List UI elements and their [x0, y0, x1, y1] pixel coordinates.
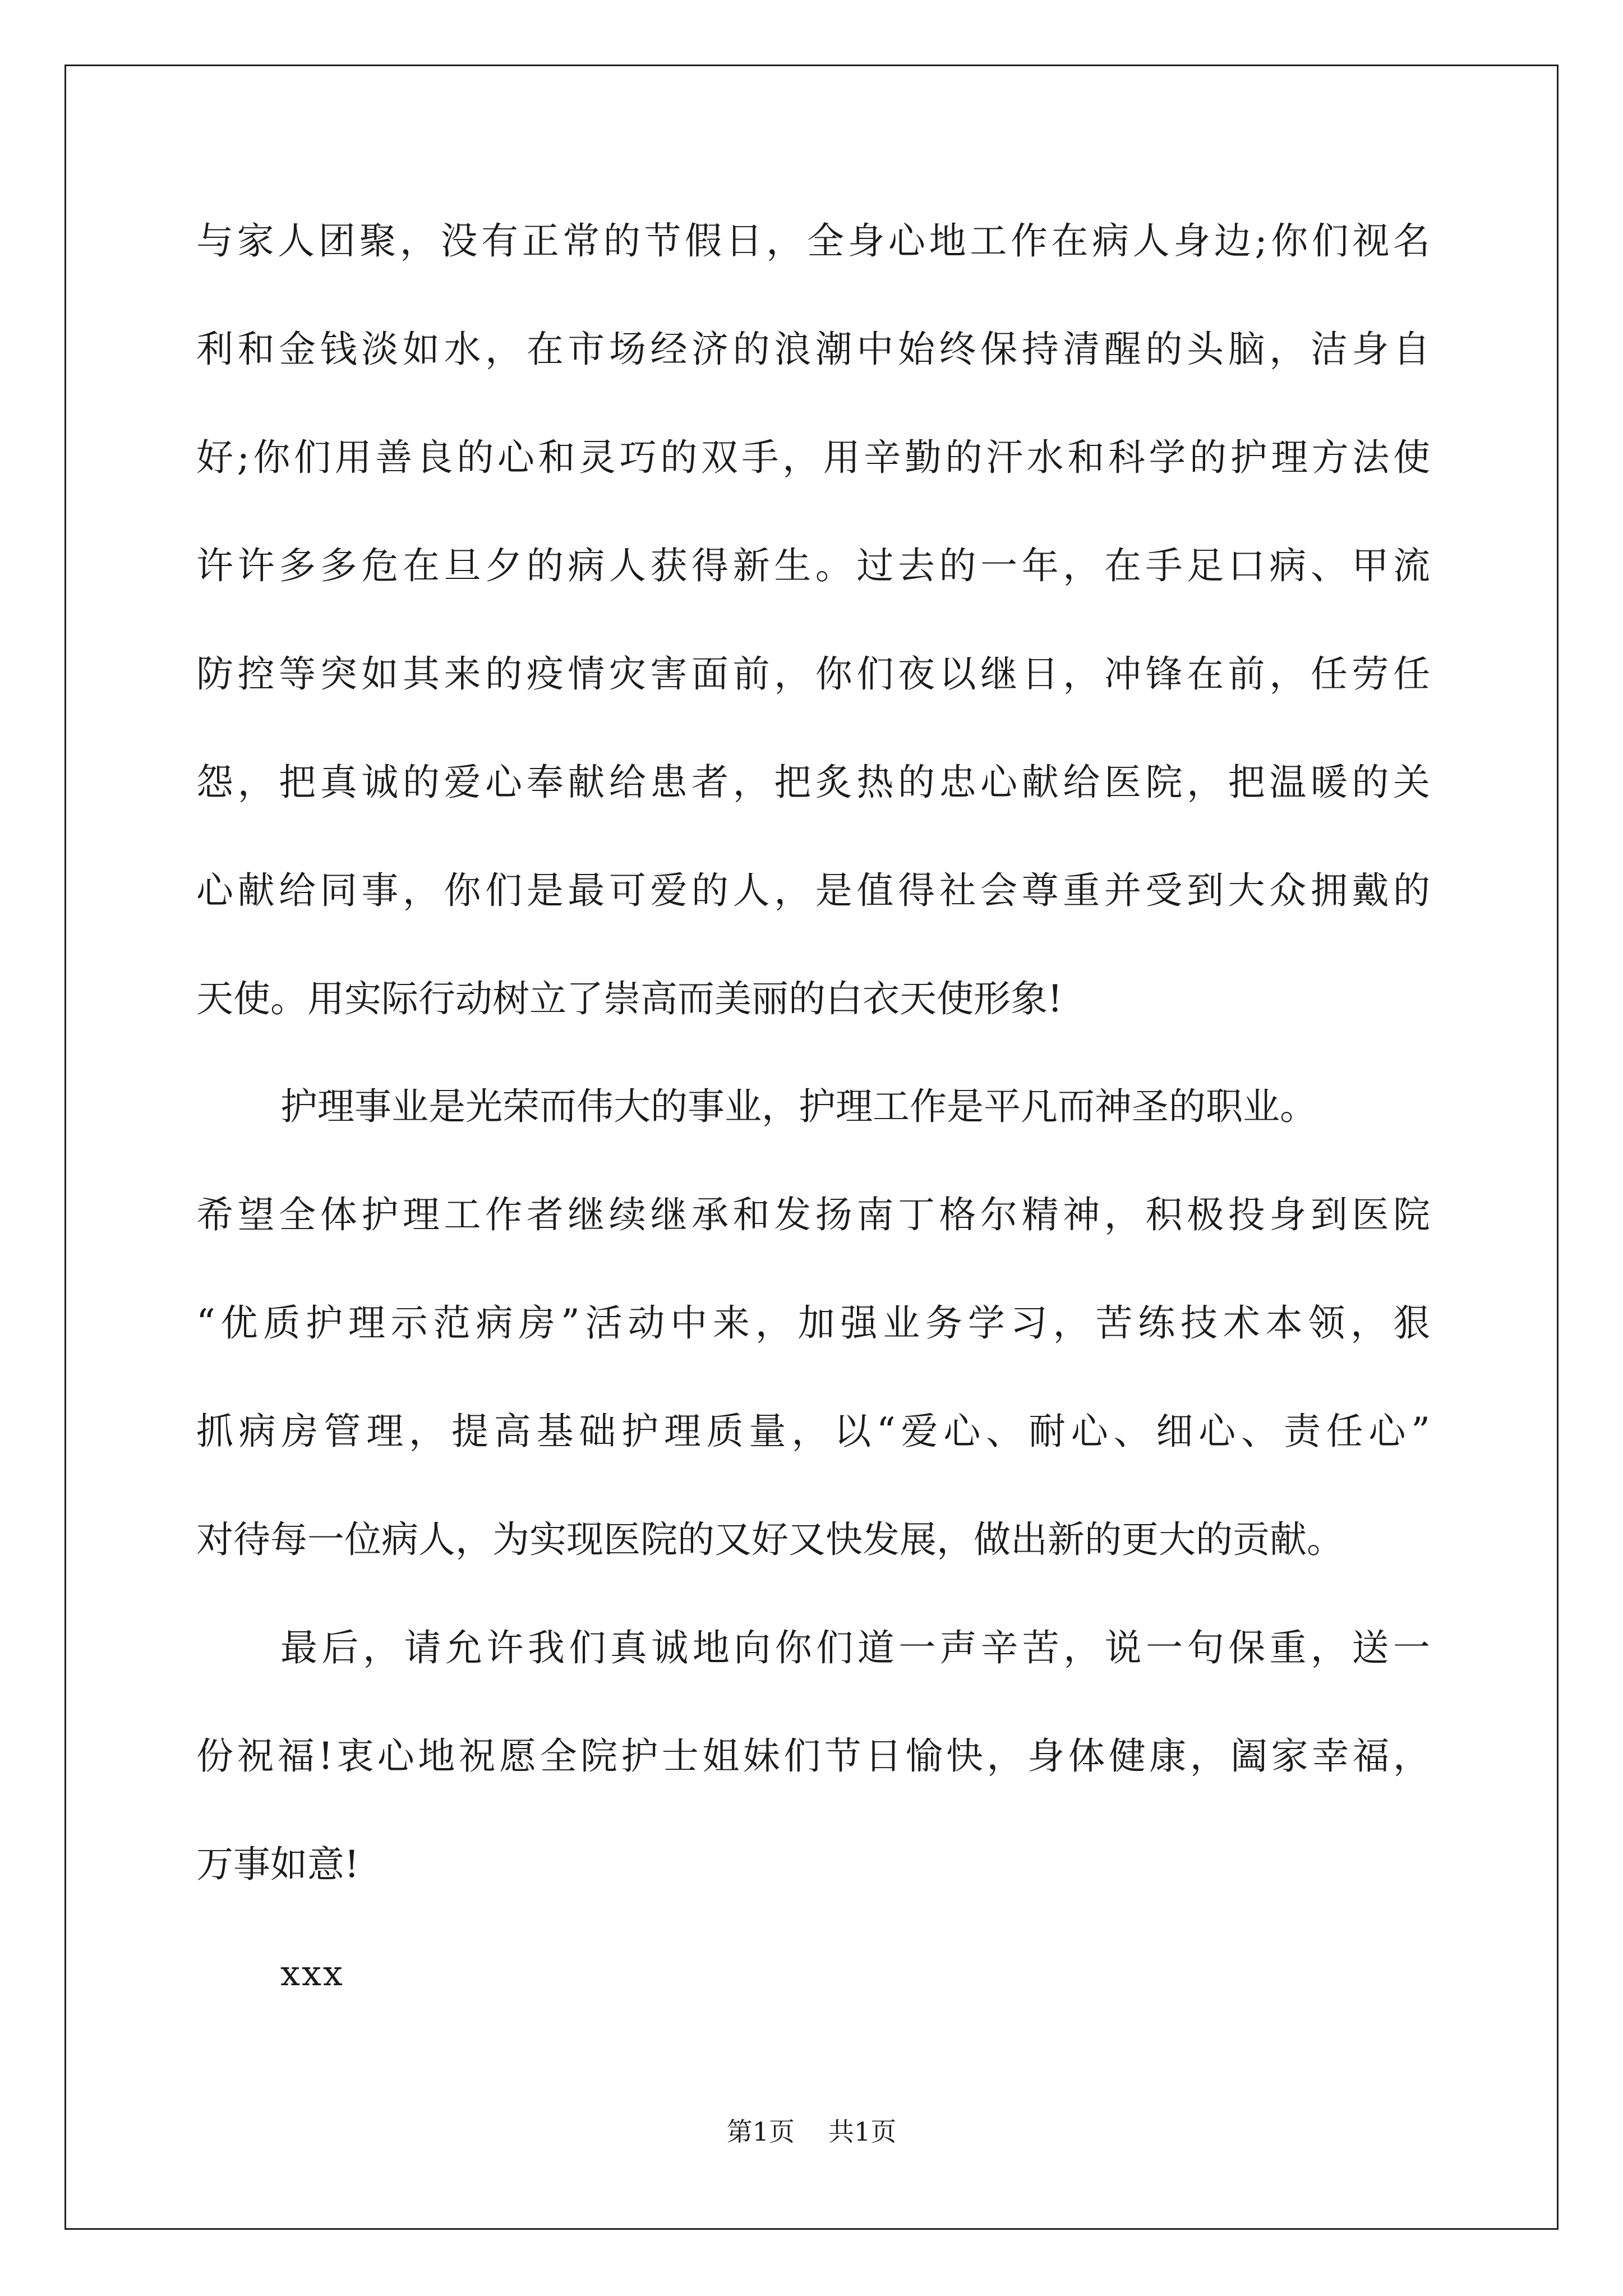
text-line: 天使。用实际行动树立了崇高而美丽的白衣天使形象! [196, 977, 1063, 1020]
text-line: 份祝福!衷心地祝愿全院护士姐妹们节日愉快，身体健康，阖家幸福， [196, 1734, 1430, 1778]
text-line: 许许多多危在旦夕的病人获得新生。过去的一年，在手足口病、甲流 [196, 544, 1430, 587]
text-line: 最后，请允许我们真诚地向你们道一声辛苦，说一句保重，送一 [280, 1626, 1430, 1669]
text-line: 抓病房管理，提高基础护理质量，以“爱心、耐心、细心、责任心” [196, 1410, 1430, 1453]
page-total: 共1页 [828, 2116, 897, 2147]
text-line: 好;你们用善良的心和灵巧的双手，用辛勤的汗水和科学的护理方法使 [196, 436, 1430, 479]
text-line: 与家人团聚，没有正常的节假日，全身心地工作在病人身边;你们视名 [196, 219, 1430, 263]
text-line: 怨，把真诚的爱心奉献给患者，把炙热的忠心献给医院，把温暖的关 [196, 761, 1430, 804]
paragraph-3 [196, 1594, 1430, 1918]
paragraph-2 [196, 1052, 1430, 1594]
text-line: 防控等突如其来的疫情灾害面前，你们夜以继日，冲锋在前，任劳任 [196, 652, 1430, 696]
text-line: 护理事业是光荣而伟大的事业，护理工作是平凡而神圣的职业。 [280, 1085, 1317, 1128]
text-line: “优质护理示范病房”活动中来，加强业务学习，苦练技术本领，狠 [196, 1301, 1430, 1345]
page-number: 第1页 [726, 2116, 795, 2147]
text-line: 利和金钱淡如水，在市场经济的浪潮中始终保持清醒的头脑，洁身自 [196, 328, 1430, 371]
paragraph-1 [196, 187, 1430, 1053]
page-footer [0, 2115, 1623, 2148]
text-line: 万事如意! [196, 1843, 359, 1886]
text-line: 希望全体护理工作者继续继承和发扬南丁格尔精神，积极投身到医院 [196, 1193, 1430, 1236]
signature: xxx [280, 1953, 344, 1994]
text-line: 心献给同事，你们是最可爱的人，是值得社会尊重并受到大众拥戴的 [196, 869, 1430, 912]
text-line: 对待每一位病人，为实现医院的又好又快发展，做出新的更大的贡献。 [196, 1518, 1344, 1561]
